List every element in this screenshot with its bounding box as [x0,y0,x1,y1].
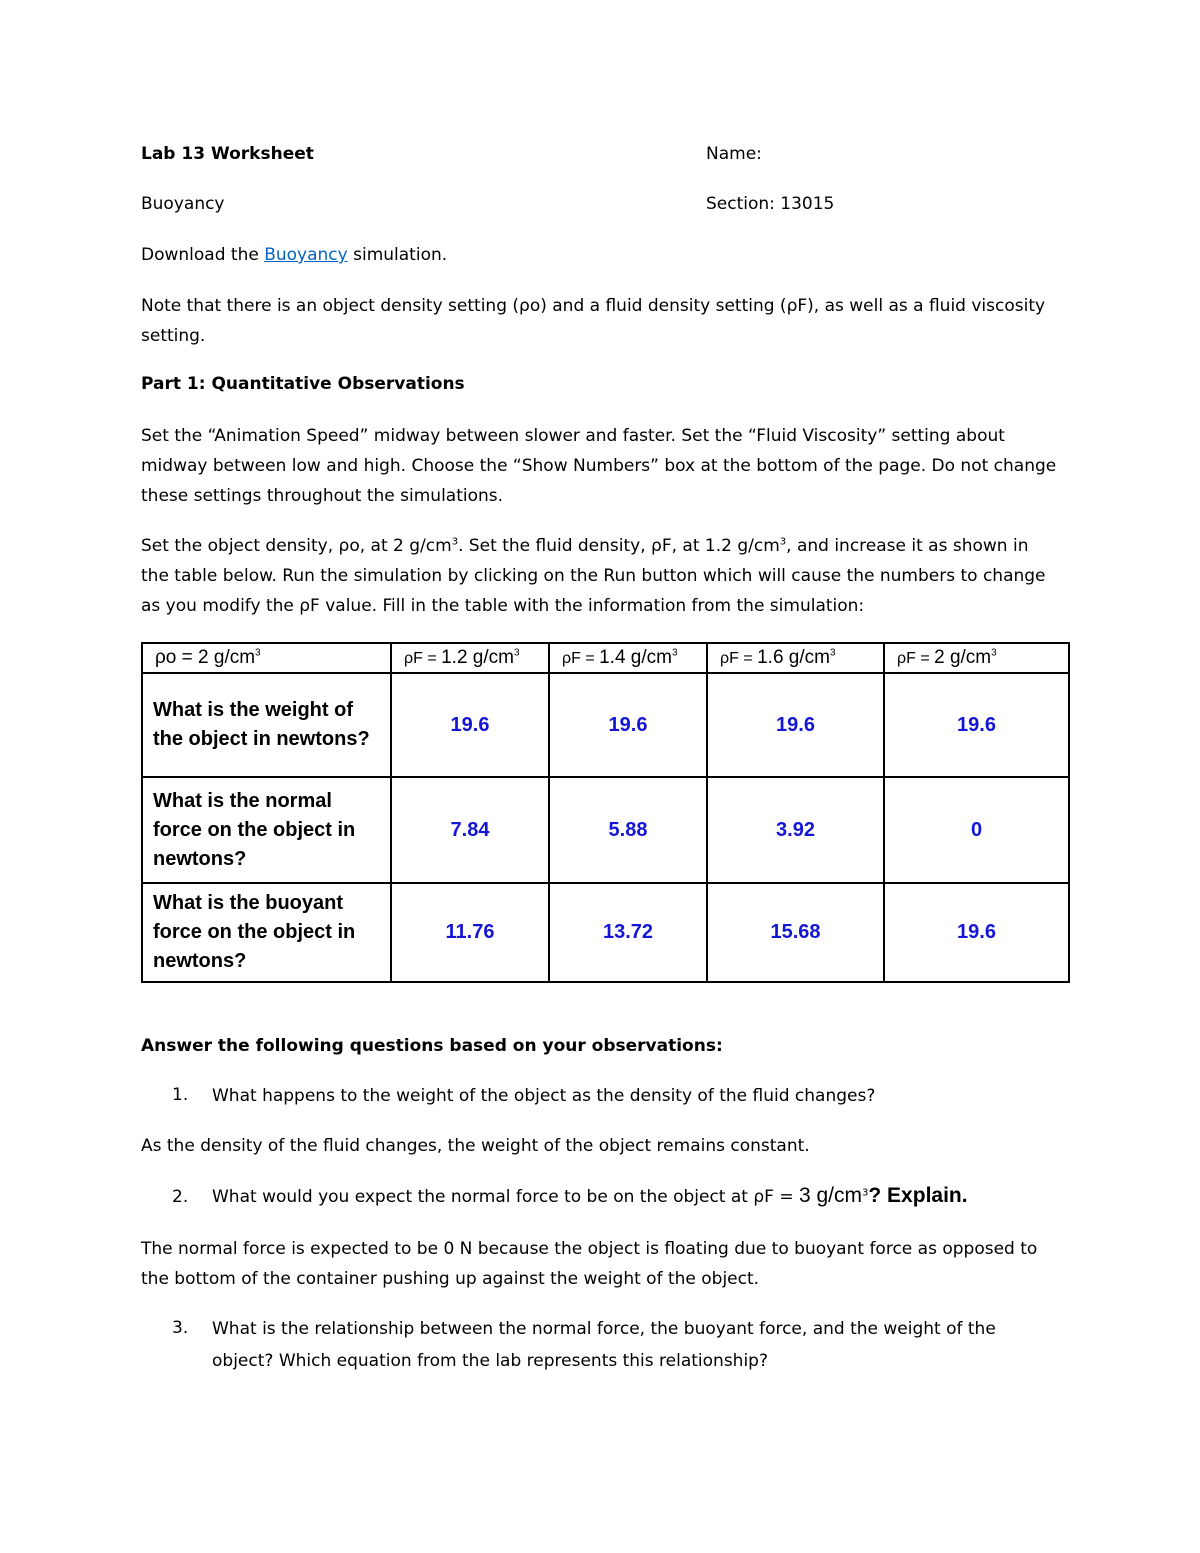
download-line [141,245,447,265]
question-2-value: 3 g/cm [798,1184,863,1207]
question-3: What is the relationship between the normal force, the buoyant force, and the weight of the object? Which equation from the lab represents this relationship? [212,1319,996,1371]
question-number: 3. [172,1318,189,1338]
buoyancy-link[interactable]: Buoyancy [264,245,348,265]
answer-2: The normal force is expected to be 0 N because the object is floating due to buoyant force as opposed to the bottom of the container pushing up against the weight of the object. [141,1239,1038,1289]
table-cell-value: 11.76 [391,883,549,982]
question-2-exp: 3 [862,1187,869,1199]
name-label: Name: [706,144,762,164]
setup-exp-b: 3 [779,536,787,548]
question-2 [212,1184,968,1208]
part1-heading: Part 1: Quantitative Observations [141,374,465,394]
buoyant-force-question: What is the buoyant force on the object in newtons? [142,883,391,982]
table-cell-value: 19.6 [884,883,1069,982]
download-prefix: Download the [141,245,265,265]
answer-1: As the density of the fluid changes, the weight of the object remains constant. [141,1136,810,1156]
part1-instructions: Set the “Animation Speed” midway between slower and faster. Set the “Fluid Viscosity” setting about midway between low and high. Choose the “Show Numbers” box at the bottom of the page. Do not change these settings throughout the simulations. [141,426,1057,506]
table-cell-value: 0 [884,777,1069,883]
table-cell-value: 7.84 [391,777,549,883]
note-paragraph: Note that there is an object density setting (ρo) and a fluid density setting (ρF), as well as a fluid viscosity setting. [141,296,1046,346]
setup-text-c: , and increase it as shown in the table below. Run the simulation by clicking on the Run button which will cause the numbers to change as you modify the ρF value. Fill in the table with the information from the simulation: [141,536,1046,616]
weight-question: What is the weight of the object in newtons? [142,673,391,777]
table-cell-value: 5.88 [549,777,707,883]
question-2-explain: ? Explain. [868,1184,968,1207]
subject: Buoyancy [141,194,225,214]
table-cell-value: 3.92 [707,777,884,883]
observation-table [141,642,1070,983]
table-cell-value: 19.6 [391,673,549,777]
table-cell-value: 15.68 [707,883,884,982]
question-number: 2. [172,1187,189,1207]
table-cell-value: 19.6 [884,673,1069,777]
question-number: 1. [172,1085,189,1105]
table-cell-value: 19.6 [707,673,884,777]
setup-text-a: Set the object density, ρo, at 2 g/cm [141,536,452,556]
download-suffix: simulation. [347,245,448,265]
setup-text-b: . Set the fluid density, ρF, at 1.2 g/cm [458,536,780,556]
fluid-density-header: ρF = 1.4 $g/cm^3$ [549,643,707,673]
table-cell-value: 13.72 [549,883,707,982]
table-cell-value: 19.6 [549,673,707,777]
questions-heading: Answer the following questions based on your observations: [141,1036,723,1056]
section-label: Section: 13015 [706,194,835,214]
table-row [142,883,1069,982]
fluid-density-header: ρF = 1.6 $g/cm^3$ [707,643,884,673]
fluid-density-header: ρF = 1.2 $g/cm^3$ [391,643,549,673]
setup-exp-a: 3 [451,536,459,548]
table-row [142,673,1069,777]
table-header-row [142,643,1069,673]
object-density-header: ρo = 2 $g/cm^3$ [142,643,391,673]
table-row [142,777,1069,883]
fluid-density-header: ρF = 2 $g/cm^3$ [884,643,1069,673]
question-1: What happens to the weight of the object as the density of the fluid changes? [212,1086,876,1106]
normal-force-question: What is the normal force on the object in newtons? [142,777,391,883]
lab-title: Lab 13 Worksheet [141,144,314,164]
part1-setup [141,531,1061,621]
question-2-text: What would you expect the normal force to be on the object at ρF = [212,1187,799,1207]
